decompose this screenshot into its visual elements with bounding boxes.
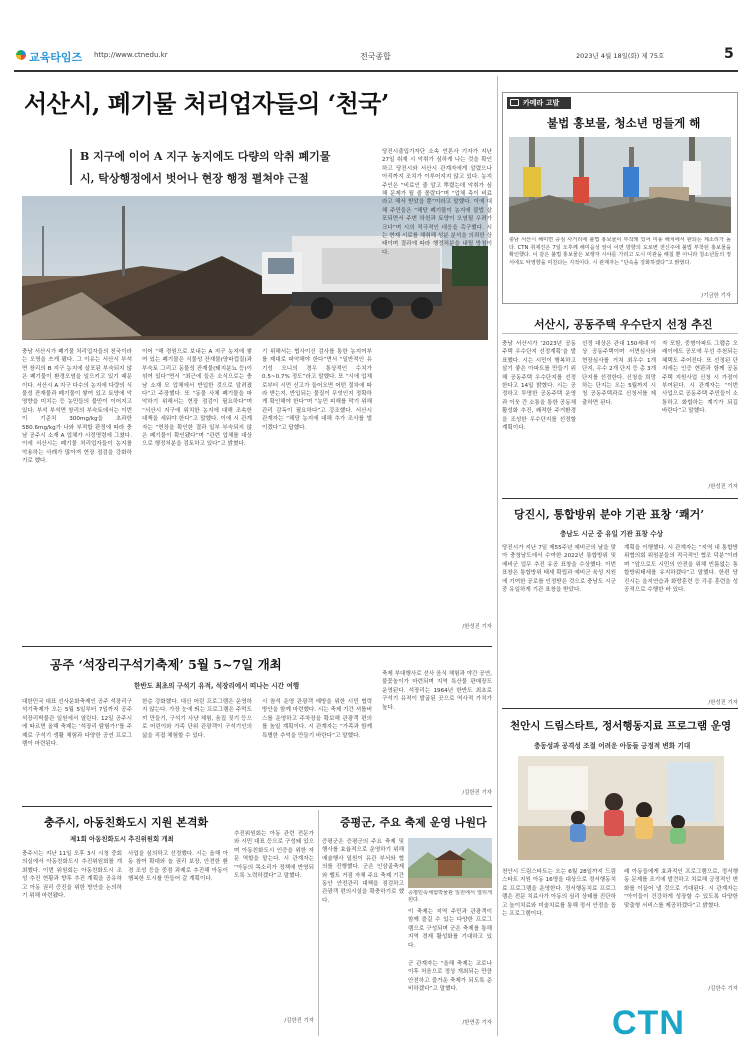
dream-col-2: 래 아동들에게 효과적인 프로그램으로, 정서행동 문제를 조기에 발견하고 치료해 긍정적인 변화를 이끌어 낼 것으로 기대된다. 시 관계자는 “아이들이 건강하게 성장할 수 있도록 다양한 맞춤형 서비스를 제공하겠다”고 밝혔다.: [624, 869, 738, 909]
camera-byline: /기금한 기자: [701, 293, 731, 299]
main-col-3: 기 위해서는 협사이신 검사를 통한 농지여부를 제대로 파악해야 한다”면서 “일반적인 유기성 오니의 경우 통상적인 수치가 0.5~0.7% 정도”라고 말했다. 또 “시에 업체로부터 시먼 신고가 들어오면 어떤 절차에 따라 받는지, 반입되는 물질이 무엇인지 정확하게 확인해야 한다”며 “농민 피해를 막기 위해 관리 감독이 필요하다”고 강조했다. 서산시 관계자는 “해당 농지에 대해 추가 조사를 벌이겠다”고 답했다.: [262, 349, 372, 431]
camera-photo: [509, 137, 731, 233]
camera-icon: [510, 99, 519, 106]
main-col-2: 이어 “해 경원으로 보내는 A 지구 농지에 쌓여 있는 폐기물은 식물성 잔재물(양파껍질)과 부숙토 그리고 동물성 잔재물(돼지분뇨 등)이 섞여 있다”면서 “최근에 들은 소식으로는 충남 소재 모 업체에서 반입한 것으로 알려졌다”고 주장했다. 또 “동물 사체 폐기물을 파악하기 위해서는 현장 점검이 필요하다”며 “서산시 지구에 위치한 농지에 대해 조속한 대책을 세워야 한다”고 말했다. 이에 시 관계자는 “현장을 확인한 결과 일부 부숙되지 않은 폐기물이 확인됐다”며 “관련 업체를 대상으로 행정처분을 검토하고 있다”고 밝혔다.: [142, 349, 252, 448]
masthead-rule: [14, 70, 738, 72]
chungju-title: 충주시, 아동친화도시 지원 본격화: [44, 816, 209, 829]
dream-byline: /김한수 기자: [708, 986, 738, 992]
camera-title: 불법 홍보물, 청소년 멍들게 해: [547, 116, 701, 130]
jeungpyeong-col-2: 이 축제는 지역 주민과 관광객이 함께 즐길 수 있는 다양한 프로그램으로 구성되며 군은 축제를 통해 지역 경제 활성화를 기대하고 있다.: [408, 909, 492, 949]
festival-subhead: 한반도 최초의 구석기 유적, 석장리에서 떠나는 시간 여행: [134, 682, 300, 690]
main-byline: /한성진 기자: [462, 624, 492, 630]
jeungpyeong-col-1: 증평군은 증평군의 주요 축제 및 행사를 효율적으로 운영하기 위해 예술행사 일원이 유관 부서와 협의를 진행했다. 군은 인삼골축제와 벨트 거점 자체 주요 축제 기간 동안 안전관리 대책을 점검하고 관광객 편의시설을 확충하기로 했다.: [322, 839, 404, 904]
logo-icon: [16, 50, 26, 60]
column-divider: [497, 76, 498, 1036]
masthead-logo[interactable]: 교육타임즈: [29, 51, 83, 64]
main-col-4: 당진시출입기자단 소속 언론사 기자가 지난 27일 취재 시 악취가 심하게 나는 것을 확인하고 당진시와 서산시 관계자에게 알렸으나 아직까지 조치가 이루어지지 않고 있다. 농지 주인은 “비료인 줄 알고 뿌렸는데 악취가 심해 문제가 될 줄 몰랐다”며 “업체 측이 비료라고 해서 받았을 뿐”이라고 말했다. 이에 대해 주민들은 “해당 폐기물이 농지에 불법 살포되면서 주변 하천과 토양이 오염될 우려가 크다”며 시의 적극적인 대응을 촉구했다. 시는 현재 시료를 채취해 성분 분석을 의뢰한 상태이며 결과에 따라 행정처분을 내릴 방침이다.: [382, 149, 492, 256]
subhead-bar: [70, 149, 72, 185]
housing-rule: [502, 333, 738, 334]
dangjin-title: 당진시, 통합방위 분야 기관 표창 ‘쾌거’: [514, 508, 705, 521]
dangjin-col-2: 계획을 이행했다. 시 관계자는 “지역 내 통합방위협의회 위원분들의 적극적인 협조 덕분”이라며 “앞으로도 시민의 안전을 위해 빈틈없는 통합방위태세를 유지하겠다”고 말했다. 한편 당진시는 을지연습과 화랑훈련 등 각종 훈련을 성공적으로 수행한 바 있다.: [624, 545, 738, 594]
camera-box: [502, 92, 738, 304]
housing-title: 서산시, 공동주택 우수단지 선정 추진: [534, 318, 713, 331]
dangjin-byline: /한성진 기자: [708, 700, 738, 706]
jeungpyeong-divider: [318, 810, 319, 1036]
footer-logo[interactable]: CTN: [612, 1004, 685, 1042]
housing-col-2: 선정 대상은 관내 150세대 이상 공동주택이며 서면심사와 현장심사를 거쳐 최우수 1개 단지, 우수 2개 단지 등 총 3개 단지를 선정한다. 신청을 희망하는 단지는 오는 5월까지 시청 공동주택과로 신청서를 제출하면 된다.: [582, 341, 656, 406]
dream-col-1: 천안시 드림스타트는 오는 6월 28일까지 드림스타트 지원 아동 16명을 대상으로 정서행동치료 프로그램을 운영한다. 정서행동치료 프로그램은 전문 치료사가 아동의 심리 상태를 진단하고 놀이치료와 미술치료를 통해 정서 안정을 돕는 프로그램이다.: [502, 869, 616, 918]
dream-title: 천안시 드림스타트, 정서행동지료 프로그램 운영: [510, 720, 732, 732]
masthead: [16, 46, 738, 68]
dangjin-col-1: 당진시가 지난 7일 제55주년 예비군의 날을 맞아 충청남도에서 수여한 2022년 통합방위 및 예비군 업무 추진 유공 표창을 수상했다. 이번 표창은 통합방위 태세 확립과 예비군 육성 지원에 기여한 공로를 인정받은 것으로 충남도 시군 중 유일하게 기관 표창을 받았다.: [502, 545, 616, 594]
chungju-col-3: 추진위원회는 아동 관련 전문가와 시민 대표 등으로 구성돼 있으며 아동친화도시 인증을 위한 자문 역할을 맡는다. 시 관계자는 “아동의 목소리가 정책에 반영되도록 노력하겠다”고 말했다.: [234, 831, 314, 880]
jeungpyeong-caption: 증평민속체험박물관 일원에서 열리게 된다.: [408, 890, 492, 904]
festival-top-rule: [22, 646, 492, 647]
dream-subhead: 충동성과 공격성 조절 어려운 아동들 긍정적 변화 기대: [534, 742, 691, 750]
camera-tag-label: 카메라 고발: [523, 99, 560, 107]
main-headline: 서산시, 폐기물 처리업자들의 ‘천국’: [24, 89, 389, 118]
dangjin-top-rule: [502, 498, 738, 499]
page-number: 5: [724, 46, 734, 62]
main-subhead-1: B 지구에 이어 A 지구 농지에도 다량의 악취 폐기물: [80, 150, 331, 163]
section-name: 전국종합: [360, 52, 391, 61]
main-col-1: 충남 서산시가 폐기물 처리업자들의 천국이라는 오명을 쓰게 됐다. 그 이유는 서산시 부석면 창리의 B 지구 농지에 살포된 부숙되지 않은 폐기물이 환경오염을 일으키고 있기 때문이다. 서산시 A 지구 다수의 농지에 다량의 식물성 잔재물과 폐기물이 쌓여 있고 토양에 악영향을 미치는 등 농민들의 불만이 이어지고 있다. 부석 부석면 창리의 부숙토에서는 이번이 기준치 300mg/kg을 초과한 580.6mg/kg가 나와 부적합 판정에 따라 충남 공주시 소재 A 업체가 시정명령에 그쳤다. 이에 서산시는 폐기물 처리업자들이 농지를 악용하는 사례가 많아져 현장 점검을 강화하기로 했다.: [22, 349, 132, 465]
issue-date: 2023년 4월 18일(화) 제 75호: [576, 52, 665, 60]
masthead-url[interactable]: http://www.ctnedu.kr: [94, 51, 168, 59]
chungju-col-2: 사업을 심의하고 선정했다. 시는 올해 아동 참여 확대와 놀 권리 보장, 안전한 환경 조성 등을 중점 과제로 추진해 아동이 행복한 도시를 만들어 갈 계획이다.: [128, 851, 228, 883]
chungju-subhead: 제1회 아동친화도시 추진위원회 개최: [70, 835, 174, 843]
jeungpyeong-title: 증평군, 주요 축제 운영 나원다: [340, 816, 487, 829]
dangjin-subhead: 충남도 시군 중 유일 기관 표창 수상: [560, 530, 663, 538]
festival-title: 공주 ‘석장리구석기축제’ 5월 5~7일 개최: [50, 657, 282, 672]
chungju-byline: /김한진 기자: [284, 1018, 314, 1024]
festival-byline: /김한진 기자: [462, 790, 492, 796]
jeungpyeong-photo: [408, 838, 492, 888]
jeungpyeong-col-3: 군 관계자는 “올해 축제는 코로나 이후 처음으로 정상 개최되는 만큼 안전하고 즐거운 축제가 되도록 준비하겠다”고 말했다.: [408, 961, 492, 993]
dream-top-rule: [502, 708, 738, 709]
housing-byline: /한성진 기자: [708, 484, 738, 490]
dream-photo: [518, 756, 724, 860]
camera-tag: [507, 97, 571, 109]
housing-col-1: 충남 서산시가 ‘2023년 공동주택 우수단지 선정계획’을 발표했다. 시는 시민이 행복하고 살기 좋은 아파트를 만들기 위해 공동주택 우수단지를 선정한다고 14일 밝혔다. 시는 공정하고 투명한 공동주택 운영과 이웃 간 소통을 통한 공동체 활성화 추진, 쾌적한 주거환경을 조성한 우수단지를 선정할 계획이다.: [502, 341, 576, 432]
chungju-top-rule: [22, 806, 492, 807]
housing-col-3: 자 포함, 중형아파트 그랩층 오래이에도 공모에 우선 추천되는 혜택도 주어진다. 또 선정된 단지에는 인증 현판과 함께 공동주택 지원사업 신청 시 가점이 부여된다. 시 관계자는 “이번 사업으로 공동주택 주민들이 소통하고 화합하는 계기가 되길 바란다”고 말했다.: [662, 341, 738, 415]
jeungpyeong-byline: /한연종 기자: [462, 1020, 492, 1026]
camera-caption: 충남 서산시 해미면 중심 사거리에 불법 홍보물이 부착돼 있어 미풍 해치에서 완되는 제소리가 높다. CTN 취재진은 7일 오후께 해미읍성 앞이 이면 방향의 도로변 전신주에 불법 부착된 홍보물을 확인했다. 이 같은 불법 홍보물은 보행자 시야를 가리고 도시 미관을 해칠 뿐 아니라 청소년들의 정서에도 악영향을 미친다는 지적이다. 시 관계자는 “단속을 강화하겠다”고 밝혔다.: [509, 237, 731, 266]
festival-col-3: 시 참석 운영 관광객 예방을 위한 시민 협력 방안을 함께 마련했다. 시는 축제 기간 셔틀버스를 운영하고 주차장을 확보해 관광객 편의를 높일 계획이다. 시 관계자는 “가족과 함께 특별한 추억을 만들기 바란다”고 말했다.: [262, 699, 372, 739]
main-subhead-2: 시, 탁상행정에서 벗어나 현장 행정 펼쳐야 근절: [80, 172, 309, 185]
festival-col-4: 축제 부대행사로 선사 음식 체험과 야간 공연, 불꽃놀이가 마련되며 지역 특산물 판매장도 운영된다. 석장리는 1964년 한반도 최초로 구석기 유적이 발굴된 곳으로 역사적 가치가 높다.: [382, 671, 492, 711]
festival-col-2: 한층 강화했다. 대신 어린 프로그램은 운영하지 않는다. 가장 눈에 띄는 프로그램은 주먹도끼 만들기, 구석기 사냥 체험, 움집 짓기 등으로 어린이와 가족 단위 관광객이 구석기인의 삶을 직접 체험할 수 있다.: [142, 699, 252, 739]
festival-col-1: 대한민국 대표 선사문화축제인 공주 석장리구석기축제가 오는 5월 5일부터 7일까지 공주석장리박물관 일원에서 열린다. 12일 공주시에 따르면 올해 축제는 ‘석장리 탐험가!’를 주제로 구석기 생활 체험과 다양한 공연 프로그램이 마련된다.: [22, 699, 132, 748]
chungju-col-1: 충주시는 지난 11일 오후 3시 시청 중회의실에서 아동친화도시 추진위원회를 개최했다. 이번 위원회는 아동친화도시 조성 추진 현황과 향후 추진 계획을 공유하고 아동 권리 증진을 위한 방안을 논의하기 위해 마련됐다.: [22, 851, 122, 900]
